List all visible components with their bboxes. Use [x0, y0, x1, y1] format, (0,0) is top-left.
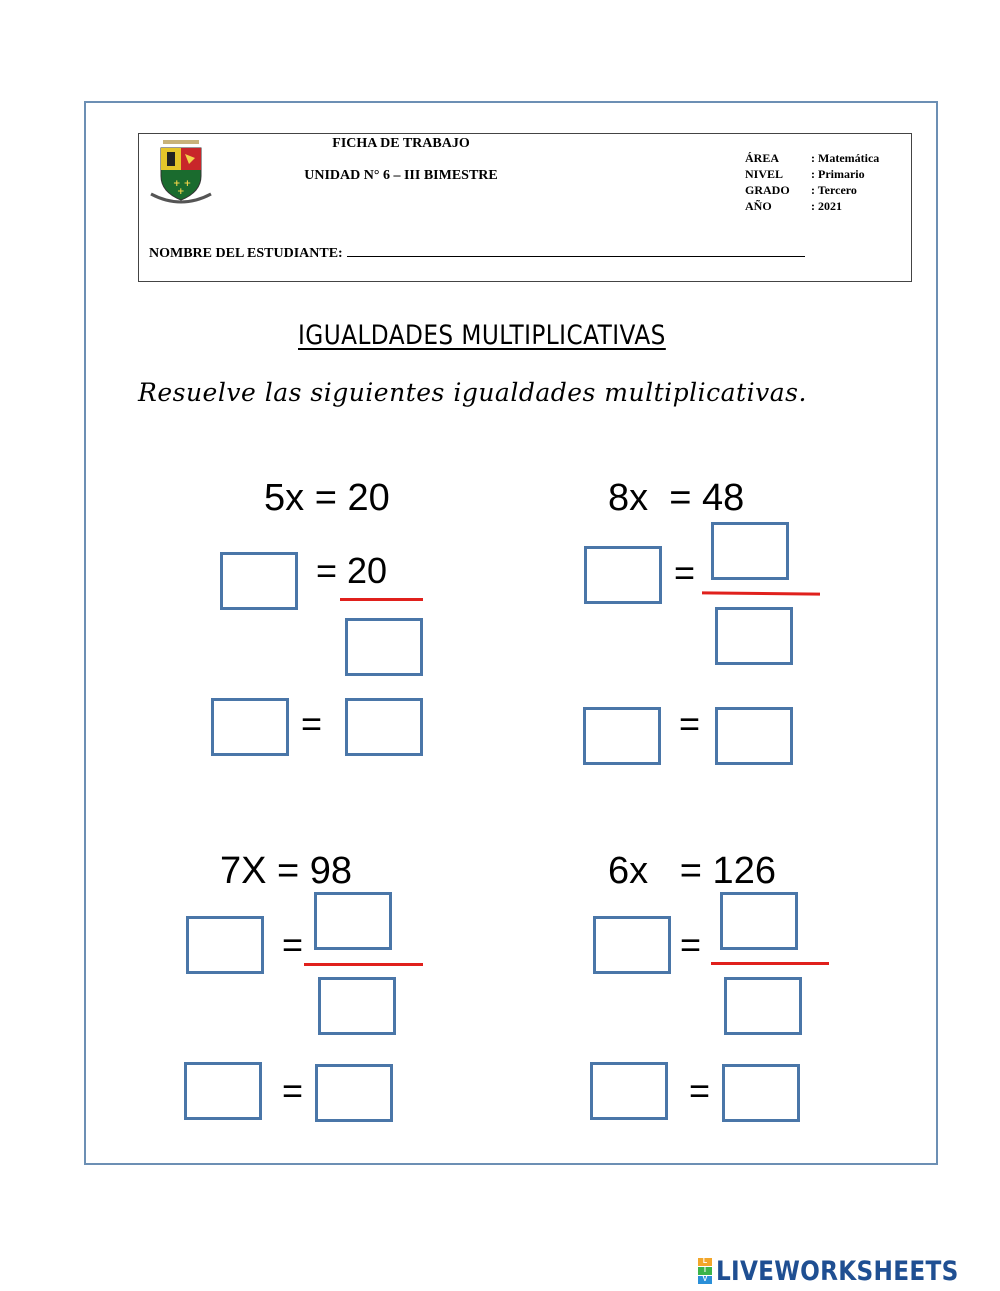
equals-sign: = [689, 1070, 711, 1111]
svg-text:+ +: + + [173, 179, 192, 189]
logo-letter: L [698, 1258, 712, 1266]
answer-box[interactable] [583, 707, 661, 765]
svg-text:+: + [177, 187, 185, 197]
equals-sign: = [679, 703, 701, 744]
answer-box[interactable] [584, 546, 662, 604]
meta-key: ÁREA [745, 151, 780, 165]
answer-box[interactable] [184, 1062, 262, 1120]
meta-row [745, 166, 879, 182]
fraction-bar [711, 962, 829, 965]
answer-box[interactable] [593, 916, 671, 974]
worksheet-title: IGUALDADES MULTIPLICATIVAS [298, 320, 666, 351]
answer-box[interactable] [314, 892, 392, 950]
meta-value: : Tercero [811, 183, 857, 197]
meta-row [745, 150, 879, 166]
answer-box[interactable] [724, 977, 802, 1035]
student-name-label: NOMBRE DEL ESTUDIANTE: [149, 246, 343, 261]
fraction-bar [304, 963, 423, 966]
answer-box[interactable] [318, 977, 396, 1035]
answer-box[interactable] [211, 698, 289, 756]
meta-row [745, 182, 879, 198]
equals-sign: = [674, 552, 696, 593]
instructions: Resuelve las siguientes igualdades multiplicativas. [138, 378, 807, 407]
equation-1-rhs: = 20 [316, 550, 388, 591]
meta-value: : Matemática [811, 151, 880, 165]
logo-letter: I [698, 1267, 712, 1275]
answer-box[interactable] [715, 707, 793, 765]
fraction-bar [340, 598, 423, 601]
student-name-field[interactable] [347, 244, 805, 257]
unit-label: UNIDAD N° 6 – III BIMESTRE [304, 168, 498, 183]
equation-3: 7X = 98 [220, 850, 353, 892]
liveworksheets-brand[interactable] [698, 1255, 998, 1287]
worksheet-header [138, 133, 912, 282]
equals-sign: = [282, 1070, 304, 1111]
answer-box[interactable] [186, 916, 264, 974]
brand-name: LIVEWORKSHEETS [716, 1255, 959, 1287]
worksheet-type: FICHA DE TRABAJO [332, 136, 470, 151]
meta-value: : 2021 [811, 199, 842, 213]
meta-key: GRADO [745, 183, 790, 197]
equation-4: 6x = 126 [608, 850, 776, 892]
answer-box[interactable] [345, 698, 423, 756]
answer-box[interactable] [315, 1064, 393, 1122]
equals-sign: = [282, 924, 304, 965]
student-name-row [149, 244, 805, 262]
answer-box[interactable] [715, 607, 793, 665]
equals-sign: = [301, 703, 323, 744]
answer-box[interactable] [345, 618, 423, 676]
equation-2: 8x = 48 [608, 477, 745, 519]
meta-value: : Primario [811, 167, 865, 181]
answer-box[interactable] [220, 552, 298, 610]
meta-key: NIVEL [745, 167, 784, 181]
equals-sign: = [680, 924, 702, 965]
equation-1: 5x = 20 [264, 477, 390, 519]
answer-box[interactable] [590, 1062, 668, 1120]
answer-box[interactable] [722, 1064, 800, 1122]
meta-key: AÑO [745, 199, 772, 213]
answer-box[interactable] [720, 892, 798, 950]
answer-box[interactable] [711, 522, 789, 580]
meta-info [745, 150, 879, 214]
meta-row [745, 198, 879, 214]
logo-letter: V [698, 1276, 712, 1284]
liveworksheets-logo-icon [698, 1258, 712, 1285]
